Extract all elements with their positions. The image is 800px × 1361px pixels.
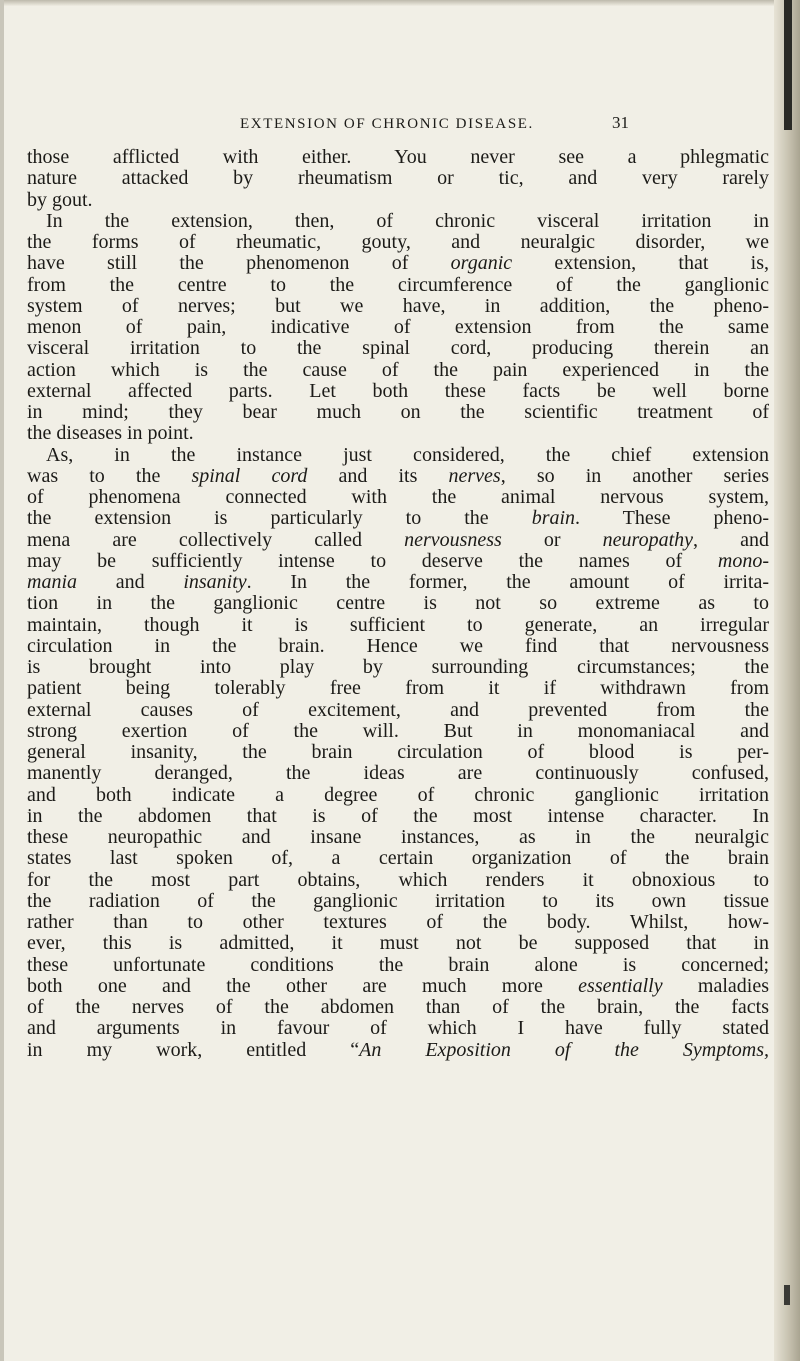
text-line: these unfortunate conditions the brain alone is concerned; (27, 954, 769, 976)
text-line: In the extension, then, of chronic visceral irritation in (46, 210, 769, 232)
text-line: action which is the cause of the pain experienced in the (27, 359, 769, 381)
running-title: EXTENSION OF CHRONIC DISEASE. (240, 116, 534, 132)
text-line: circulation in the brain. Hence we find that nervousness (27, 635, 769, 657)
text-line: states last spoken of, a certain organization of the brain (27, 848, 769, 870)
text-run: . In the former, the amount of irrita- (246, 572, 769, 593)
italic-text: insanity (183, 572, 247, 593)
text-line: As, in the instance just considered, the chief extension (46, 444, 769, 466)
text-line: maintain, though it is sufficient to generate, an irregular (27, 614, 769, 636)
text-line: of phenomena connected with the animal nervous system, (27, 487, 769, 508)
text-run: and its (307, 465, 449, 487)
text-run: the extension is particularly to the (27, 508, 532, 530)
italic-text: nervousness (404, 529, 502, 551)
binding-shadow (784, 0, 792, 130)
text-run: , so in another series (500, 465, 769, 487)
text-line (27, 551, 769, 572)
text-line: the forms of rheumatic, gouty, and neuralgic disorder, we (27, 232, 769, 253)
text-line: ever, this is admitted, it must not be supposed that in (27, 933, 769, 955)
italic-text: mania (27, 572, 77, 593)
text-line: visceral irritation to the spinal cord, producing therein an (27, 338, 769, 360)
text-run: extension, that is, (512, 253, 769, 275)
text-run: was to the (27, 465, 192, 487)
italic-text: essentially (578, 975, 663, 997)
text-run: and (77, 572, 184, 593)
text-run: . These pheno- (575, 508, 769, 530)
text-line: patient being tolerably free from it if withdrawn from (27, 678, 769, 700)
text-line: and arguments in favour of which I have fully stated (27, 1018, 769, 1040)
text-line (27, 253, 769, 274)
text-line: system of nerves; but we have, in addition, the pheno- (27, 295, 769, 317)
text-run: mena are collectively called (27, 529, 405, 551)
text-line: general insanity, the brain circulation of blood is per- (27, 742, 769, 763)
text-line: from the centre to the circumference of the ganglionic (27, 274, 769, 296)
text-line: external affected parts. Let both these facts be well borne (27, 380, 769, 402)
ink-mark (784, 1285, 790, 1305)
italic-text: brain (531, 508, 576, 530)
text-run: maladies (662, 975, 769, 997)
text-line (27, 976, 769, 997)
text-line: those afflicted with either. You never see a phlegmatic (27, 147, 769, 168)
italic-text: spinal cord (191, 465, 308, 487)
text-run: , and (693, 529, 769, 551)
italic-text: organic (450, 253, 513, 275)
text-line (27, 466, 769, 487)
text-line: the radiation of the ganglionic irritation to its own tissue (27, 890, 769, 912)
text-line (27, 530, 769, 551)
page-left-edge (0, 0, 4, 1361)
text-line: external causes of excitement, and prevented from the (27, 699, 769, 721)
text-line: manently deranged, the ideas are continuously confused, (27, 763, 769, 785)
text-run: have still the phenomenon of (27, 253, 451, 275)
page-top-edge (0, 0, 800, 6)
text-line (27, 508, 769, 529)
text-line: and both indicate a degree of chronic ganglionic irritation (27, 784, 769, 806)
text-line: in the abdomen that is of the most intense character. In (27, 805, 769, 827)
text-line: by gout. (27, 188, 93, 211)
text-line: the diseases in point. (27, 422, 194, 445)
text-run: may be sufficiently intense to deserve the names of (27, 550, 718, 572)
text-run: in my work, entitled “ (27, 1039, 360, 1061)
page-right-edge (774, 0, 800, 1361)
italic-text: nerves (448, 465, 501, 487)
italic-text: mono- (717, 550, 769, 572)
text-line: of the nerves of the abdomen than of the brain, the facts (27, 997, 769, 1018)
text-line: is brought into play by surrounding circumstances; the (27, 657, 769, 678)
text-line (27, 572, 769, 593)
text-line: these neuropathic and insane instances, as in the neuralgic (27, 827, 769, 848)
text-line: menon of pain, indicative of extension from the same (27, 317, 769, 338)
text-run: or (501, 529, 603, 551)
text-line: in mind; they bear much on the scientific treatment of (27, 402, 769, 423)
italic-text: neuropathy (602, 529, 694, 551)
page-number: 31 (612, 113, 629, 132)
italic-text: An Exposition of the Symptoms, (359, 1039, 769, 1061)
text-line: tion in the ganglionic centre is not so extreme as to (27, 593, 769, 615)
text-line: for the most part obtains, which renders it obnoxious to (27, 869, 769, 891)
text-line: nature attacked by rheumatism or tic, and very rarely (27, 168, 769, 190)
text-run: both one and the other are much more (27, 975, 579, 997)
text-line: rather than to other textures of the body. Whilst, how- (27, 912, 769, 933)
text-line (27, 1040, 769, 1061)
body-text (27, 147, 769, 1061)
text-line: strong exertion of the will. But in monomaniacal and (27, 720, 769, 742)
